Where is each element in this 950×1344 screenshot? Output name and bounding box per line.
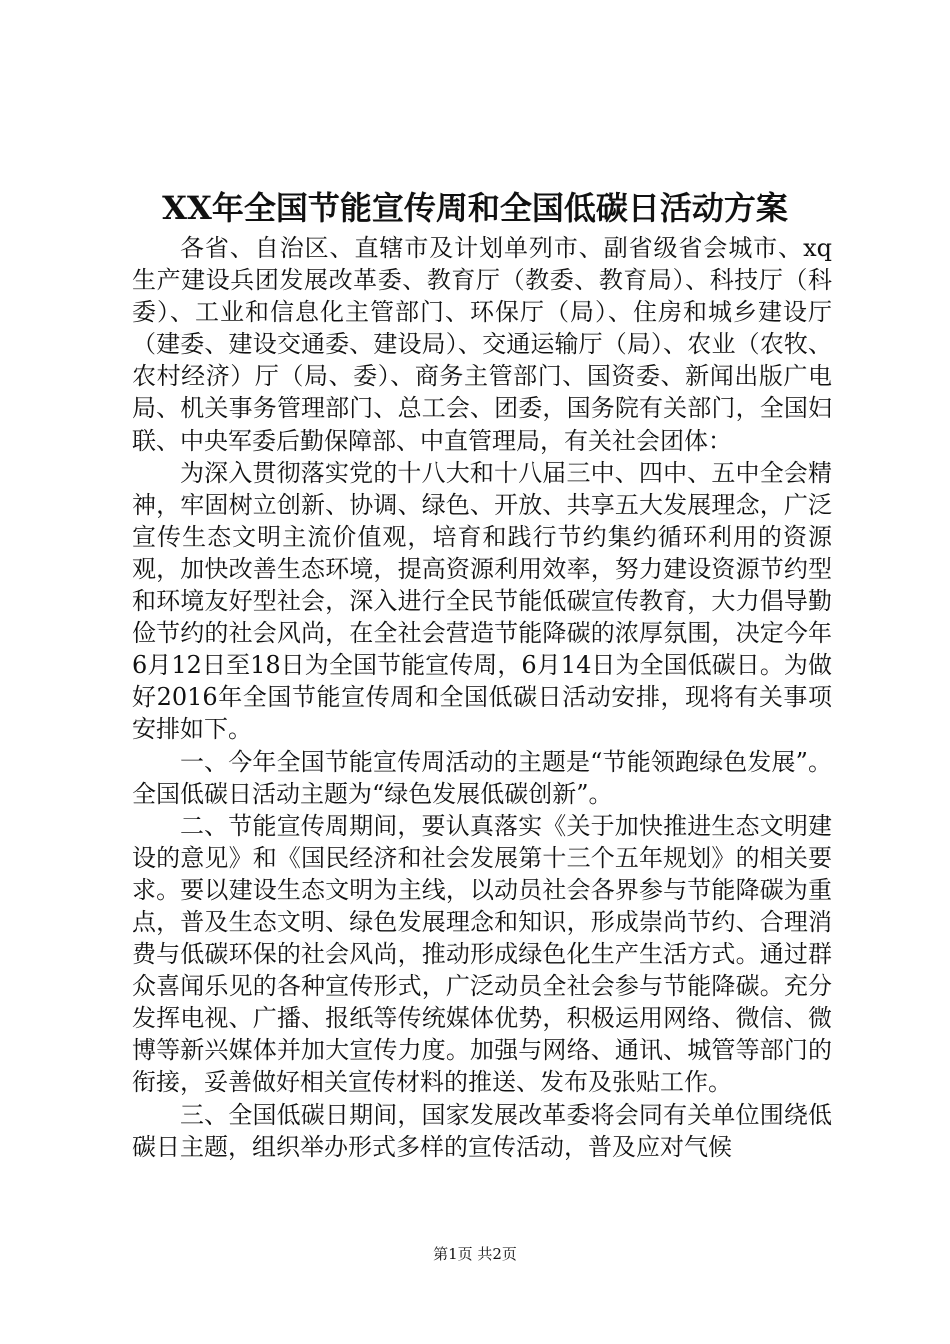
paragraph-section-3: 三、全国低碳日期间，国家发展改革委将会同有关单位围绕低碳日主题，组织举办形式多样的宣传活动，普及应对气候 [132,1100,832,1161]
paragraph-purpose: 为深入贯彻落实党的十八大和十八届三中、四中、五中全会精神，牢固树立创新、协调、绿色、开放、共享五大发展理念，广泛宣传生态文明主流价值观，培育和践行节约集约循环利用的资源观，加快改善生态环境，提高资源利用效率，努力建设资源节约型和环境友好型社会，深入进行全民节能低碳宣传教育，大力倡导勤俭节约的社会风尚，在全社会营造节能降碳的浓厚氛围，决定今年6月12日至18日为全国节能宣传周，6月14日为全国低碳日。为做好2016年全国节能宣传周和全国低碳日活动安排，现将有关事项安排如下。 [132,458,832,744]
paragraph-addressees: 各省、自治区、直辖市及计划单列市、副省级省会城市、xq生产建设兵团发展改革委、教育厅（教委、教育局）、科技厅（科委）、工业和信息化主管部门、环保厅（局）、住房和城乡建设厅（建委、建设交通委、建设局）、交通运输厅（局）、农业（农牧、农村经济）厅（局、委）、商务主管部门、国资委、新闻出版广电局、机关事务管理部门、总工会、团委，国务院有关部门，全国妇联、中央军委后勤保障部、中直管理局，有关社会团体： [132,234,832,455]
document-title: XX年全国节能宣传周和全国低碳日活动方案 [162,189,788,227]
paragraph-section-2: 二、节能宣传周期间，要认真落实《关于加快推进生态文明建设的意见》和《国民经济和社会发展第十三个五年规划》的相关要求。要以建设生态文明为主线，以动员社会各界参与节能降碳为重点，普及生态文明、绿色发展理念和知识，形成崇尚节约、合理消费与低碳环保的社会风尚，推动形成绿色化生产生活方式。通过群众喜闻乐见的各种宣传形式，广泛动员全社会参与节能降碳。充分发挥电视、广播、报纸等传统媒体优势，积极运用网络、微信、微博等新兴媒体并加大宣传力度。加强与网络、通讯、城管等部门的衔接，妥善做好相关宣传材料的推送、发布及张贴工作。 [132,811,832,1097]
page-number-footer: 第1页 共2页 [433,1245,517,1263]
document-body [132,232,832,1163]
paragraph-section-1: 一、今年全国节能宣传周活动的主题是“节能领跑绿色发展”。全国低碳日活动主题为“绿色发展低碳创新”。 [132,747,832,808]
